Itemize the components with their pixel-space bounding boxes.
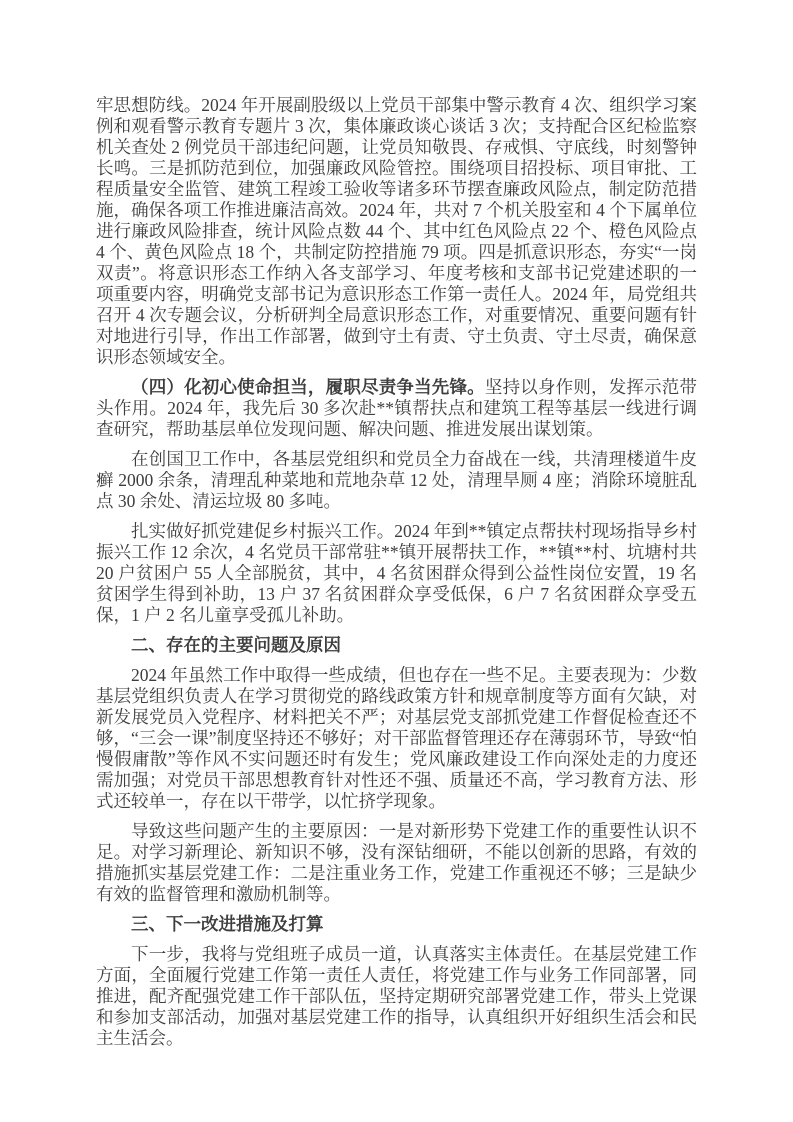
body-paragraph-shortcomings: 2024 年虽然工作中取得一些成绩，但也存在一些不足。主要表现为：少数基层党组织负责人在学习贯彻党的路线政策方针和规章制度等方面有欠缺，对新发展党员入党程序、材料把关不严；对基层党支部抓党建工作督促检查还不够，“三会一课”制度坚持还不够好；对干部监督管理还存在薄弱环节，导致“怕慢假庸散”等作风不实问题还时有发生；党风廉政建设工作向深处走的力度还需加强；对党员干部思想教育针对性还不强、质量还不高，学习教育方法、形式还较单一，存在以干带学，以忙挤学现象。 (96, 665, 697, 811)
paragraph-bold-lead: （四）化初心使命担当，履职尽责争当先锋。 (131, 377, 485, 397)
section-heading-improvement-measures: 三、下一改进措施及打算 (131, 914, 324, 934)
body-paragraph-causes: 导致这些问题产生的主要原因：一是对新形势下党建工作的重要性认识不足。对学习新理论、新知识不够，没有深钻细研，不能以创新的思路，有效的措施抓实基层党建工作：二是注重业务工作，党建工作重视还不够；三是缺少有效的监督管理和激励机制等。 (96, 821, 697, 904)
section-heading-problems: 二、存在的主要问题及原因 (131, 635, 341, 655)
body-paragraph-rural-revitalization: 扎实做好抓党建促乡村振兴工作。2024 年到**镇定点帮扶村现场指导乡村振兴工作 12 余次，4 名党员干部常驻**镇开展帮扶工作，**镇**村、坑塘村共 20 户贫困户 55 人全部脱贫，其中，4 名贫困群众得到公益性岗位安置，19 名贫困学生得到补助，13 户 37 名贫困群众享受低保，6 户 7 名贫困群众享受五保，1 户 2 名儿童享受孤儿补助。 (96, 521, 697, 625)
body-paragraph-item-four (96, 377, 697, 440)
body-paragraph-continuation: 牢思想防线。2024 年开展副股级以上党员干部集中警示教育 4 次、组织学习案例和观看警示教育专题片 3 次，集体廉政谈心谈话 3 次；支持配合区纪检监察机关查处 2 例党员干部违纪问题，让党员知敬畏、存戒惧、守底线，时刻警钟长鸣。三是抓防范到位，加强廉政风险管控。围绕项目招投标、项目审批、工程质量安全监管、建筑工程竣工验收等诸多环节摆查廉政风险点，制定防范措施，确保各项工作推进廉洁高效。2024 年，共对 7 个机关股室和 4 个下属单位进行廉政风险排查，统计风险点数 44 个、其中红色风险点 22 个、橙色风险点 4 个、黄色风险点 18 个，共制定防控措施 79 项。四是抓意识形态，夯实“一岗双责”。将意识形态工作纳入各支部学习、年度考核和支部书记党建述职的一项重要内容，明确党支部书记为意识形态工作第一责任人。2024 年，局党组共召开 4 次专题会议，分析研判全局意识形态工作，对重要情况、重要问题有针对地进行引导，作出工作部署，做到守土有责、守土负责、守土尽责，确保意识形态领域安全。 (96, 95, 697, 367)
body-paragraph-sanitation: 在创国卫工作中，各基层党组织和党员全力奋战在一线，共清理楼道牛皮癣 2000 余条，清理乱种菜地和荒地杂草 12 处，清理旱厕 4 座；消除环境脏乱点 30 余处、清运垃圾 80 多吨。 (96, 449, 697, 511)
body-paragraph-next-steps: 下一步，我将与党组班子成员一道，认真落实主体责任。在基层党建工作方面，全面履行党建工作第一责任人责任，将党建工作与业务工作同部署，同推进，配齐配强党建工作干部队伍，坚持定期研究部署党建工作，带头上党课和参加支部活动，加强对基层党建工作的指导，认真组织开好组织生活会和民主生活会。 (96, 944, 697, 1048)
paragraph-body-text: 坚持以身作则，发挥示范带头作用。2024 年，我先后 30 多次赴**镇帮扶点和建筑工程等基层一线进行调查研究，帮助基层单位发现问题、解决问题、推进发展出谋划策。 (96, 377, 698, 439)
